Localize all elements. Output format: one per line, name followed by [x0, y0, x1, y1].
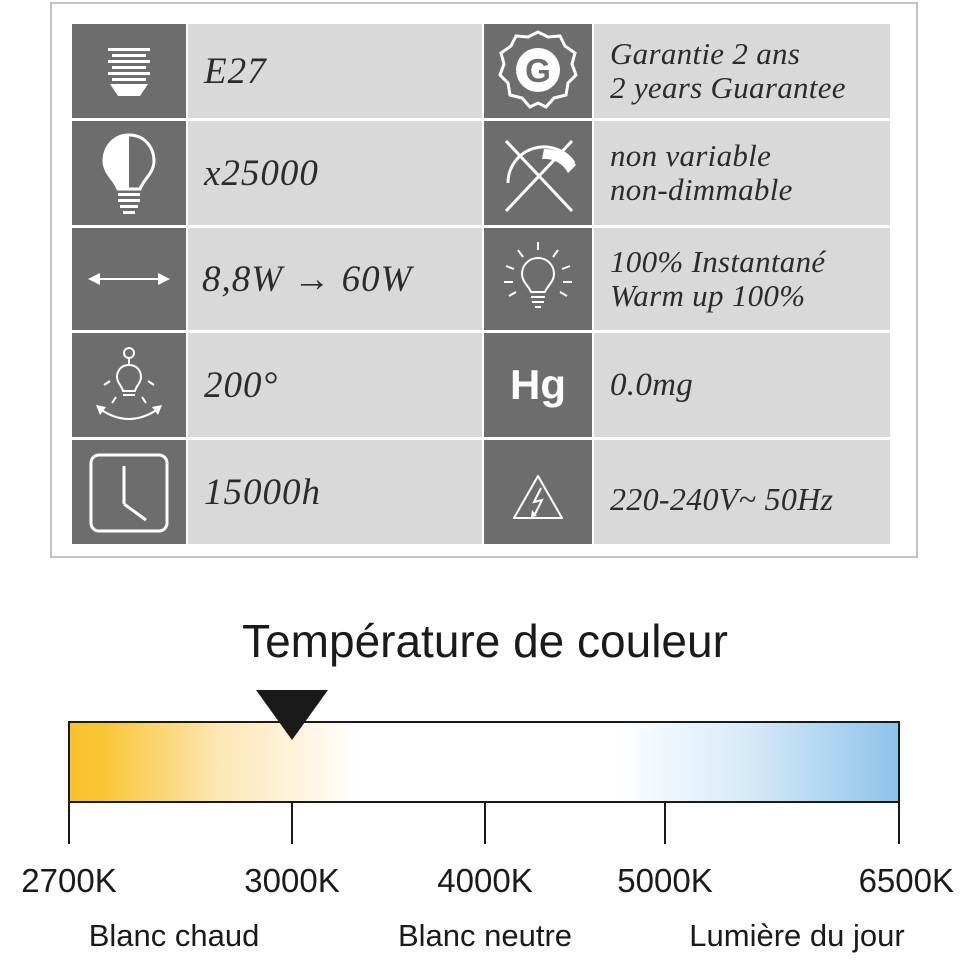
switching-cycles-bulb-icon [72, 121, 186, 225]
dimmable-line-1: non variable [610, 138, 772, 173]
mercury-hg-label: Hg [510, 361, 566, 408]
lamp-base-cell [188, 24, 482, 118]
color-temperature-scale [0, 680, 970, 971]
warm-up-cell [594, 228, 890, 330]
power-text: 8,8W → 60W [202, 258, 413, 300]
spec-table [50, 2, 918, 558]
warm-up-line-2: Warm up 100% [610, 278, 806, 313]
lifetime-cell [188, 440, 482, 544]
temperature-tick-label: 3000K [244, 862, 340, 899]
color-temperature-title: Température de couleur [242, 615, 728, 667]
switching-cycles-cell [188, 121, 482, 225]
mercury-hg-icon [484, 333, 592, 437]
guarantee-line-1: Garantie 2 ans [610, 36, 801, 71]
dimmable-line-2: non-dimmable [610, 172, 793, 207]
power-cell [188, 228, 482, 330]
voltage-text: 220-240V~ 50Hz [610, 481, 834, 517]
guarantee-line-2: 2 years Guarantee [610, 70, 846, 105]
temperature-tick-label: 6500K [858, 862, 954, 899]
guarantee-badge-icon [484, 24, 592, 118]
dimmable-cell [594, 121, 890, 225]
mercury-text: 0.0mg [610, 367, 694, 403]
temperature-category-label: Blanc neutre [397, 918, 573, 953]
voltage-cell [594, 440, 890, 544]
lamp-base-text: E27 [204, 50, 267, 92]
warm-up-line-1: 100% Instantané [610, 244, 826, 279]
lamp-base-e27-icon [72, 24, 186, 118]
temperature-tick-label: 5000K [617, 862, 713, 899]
temperature-tick-label: 4000K [437, 862, 533, 899]
instant-on-bulb-icon [484, 228, 592, 330]
mercury-cell [594, 333, 890, 437]
color-temperature-bar [69, 722, 899, 802]
temperature-tick-label: 2700K [21, 862, 117, 899]
non-dimmable-icon [484, 121, 592, 225]
guarantee-badge-letter: G [525, 52, 551, 89]
power-equivalence-arrow-icon [72, 228, 186, 330]
temperature-category-label: Blanc chaud [88, 918, 260, 953]
guarantee-cell [594, 24, 890, 118]
lifetime-text: 15000h [204, 471, 321, 513]
beam-angle-text: 200° [204, 364, 279, 406]
high-voltage-warning-icon [484, 440, 592, 544]
temperature-category-label: Lumière du jour [689, 918, 905, 953]
beam-angle-icon [72, 333, 186, 437]
switching-cycles-text: x25000 [204, 152, 319, 194]
clock-lifetime-icon [72, 440, 186, 544]
beam-angle-cell [188, 333, 482, 437]
